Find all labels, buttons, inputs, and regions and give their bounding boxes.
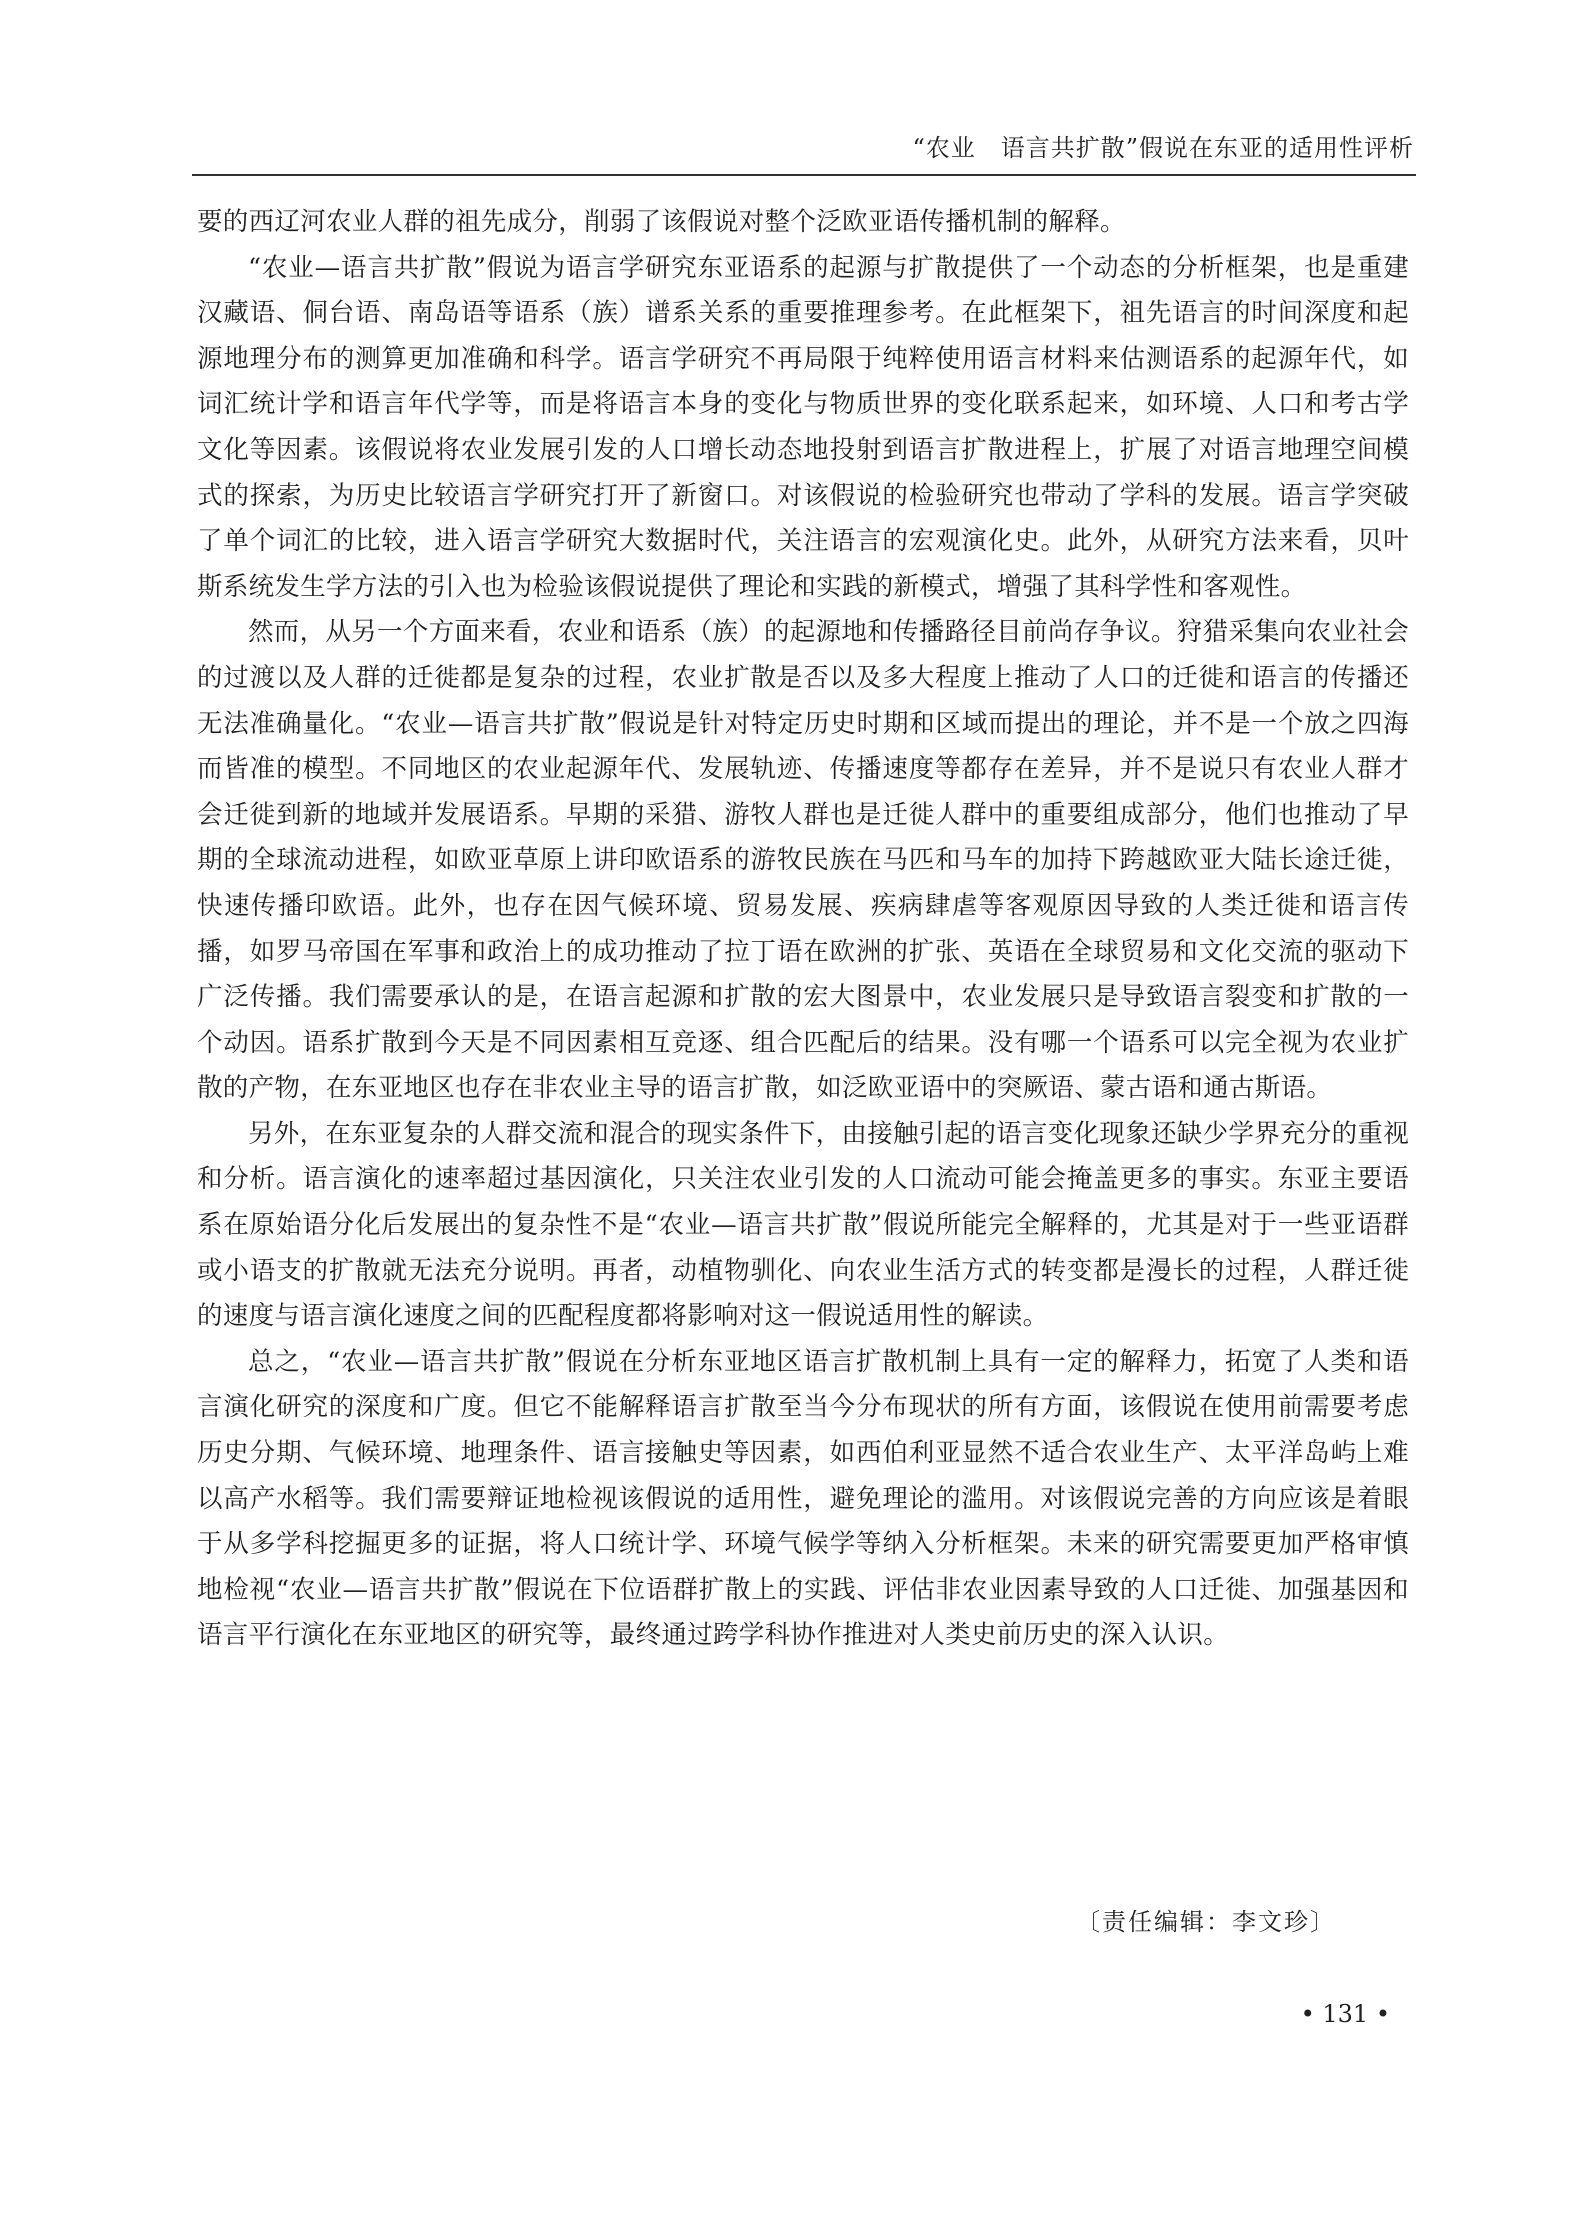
paragraph-conclusion: 总之，“农业—语言共扩散”假说在分析东亚地区语言扩散机制上具有一定的解释力，拓宽了人类和语言演化研究的深度和广度。但它不能解释语言扩散至当今分布现状的所有方面，该假说在使用前需要考虑历史分期、气候环境、地理条件、语言接触史等因素，如西伯利亚显然不适合农业生产、太平洋岛屿上难以高产水稻等。我们需要辩证地检视该假说的适用性，避免理论的滥用。对该假说完善的方向应该是着眼于从多学科挖掘更多的证据，将人口统计学、环境气候学等纳入分析框架。未来的研究需要更加严格审慎地检视“农业—语言共扩散”假说在下位语群扩散上的实践、评估非农业因素导致的人口迁徙、加强基因和语言平行演化在东亚地区的研究等，最终通过跨学科协作推进对人类史前历史的深入认识。 [197, 1346, 1409, 1651]
paragraph-framework: “农业—语言共扩散”假说为语言学研究东亚语系的起源与扩散提供了一个动态的分析框架，也是重建汉藏语、侗台语、南岛语等语系（族）谱系关系的重要推理参考。在此框架下，祖先语言的时间深度和起源地理分布的测算更加准确和科学。语言学研究不再局限于纯粹使用语言材料来估测语系的起源年代，如词汇统计学和语言年代学等，而是将语言本身的变化与物质世界的变化联系起来，如环境、人口和考古学文化等因素。该假说将农业发展引发的人口增长动态地投射到语言扩散进程上，扩展了对语言地理空间模式的探索，为历史比较语言学研究打开了新窗口。对该假说的检验研究也带动了学科的发展。语言学突破了单个词汇的比较，进入语言学研究大数据时代，关注语言的宏观演化史。此外，从研究方法来看，贝叶斯系统发生学方法的引入也为检验该假说提供了理论和实践的新模式，增强了其科学性和客观性。 [197, 252, 1409, 602]
paragraph-controversy: 然而，从另一个方面来看，农业和语系（族）的起源地和传播路径目前尚存争议。狩猎采集向农业社会的过渡以及人群的迁徙都是复杂的过程，农业扩散是否以及多大程度上推动了人口的迁徙和语言的传播还无法准确量化。“农业—语言共扩散”假说是针对特定历史时期和区域而提出的理论，并不是一个放之四海而皆准的模型。不同地区的农业起源年代、发展轨迹、传播速度等都存在差异，并不是说只有农业人群才会迁徙到新的地域并发展语系。早期的采猎、游牧人群也是迁徙人群中的重要组成部分，他们也推动了早期的全球流动进程，如欧亚草原上讲印欧语系的游牧民族在马匹和马车的加持下跨越欧亚大陆长途迁徙，快速传播印欧语。此外，也存在因气候环境、贸易发展、疾病肆虐等客观原因导致的人类迁徙和语言传播，如罗马帝国在军事和政治上的成功推动了拉丁语在欧洲的扩张、英语在全球贸易和文化交流的驱动下广泛传播。我们需要承认的是，在语言起源和扩散的宏大图景中，农业发展只是导致语言裂变和扩散的一个动因。语系扩散到今天是不同因素相互竞逐、组合匹配后的结果。没有哪一个语系可以完全视为农业扩散的产物，在东亚地区也存在非农业主导的语言扩散，如泛欧亚语中的突厥语、蒙古语和通古斯语。 [197, 617, 1410, 1104]
paragraph-continuation: 要的西辽河农业人群的祖先成分，削弱了该假说对整个泛欧亚语传播机制的解释。 [197, 207, 1126, 237]
running-header-title: “农业 语言共扩散”假说在东亚的适用性评析 [912, 134, 1414, 162]
page-number: • 131 • [1300, 2000, 1390, 2028]
responsible-editor-note: 〔责任编辑：李文珍〕 [1076, 1908, 1336, 1936]
paragraph-contact: 另外，在东亚复杂的人群交流和混合的现实条件下，由接触引起的语言变化现象还缺少学界充分的重视和分析。语言演化的速率超过基因演化，只关注农业引发的人口流动可能会掩盖更多的事实。东亚主要语系在原始语分化后发展出的复杂性不是“农业—语言共扩散”假说所能完全解释的，尤其是对于一些亚语群或小语支的扩散就无法充分说明。再者，动植物驯化、向农业生活方式的转变都是漫长的过程，人群迁徙的速度与语言演化速度之间的匹配程度都将影响对这一假说适用性的解读。 [197, 1118, 1410, 1332]
article-body [197, 200, 1409, 1659]
header-rule [192, 174, 1416, 176]
